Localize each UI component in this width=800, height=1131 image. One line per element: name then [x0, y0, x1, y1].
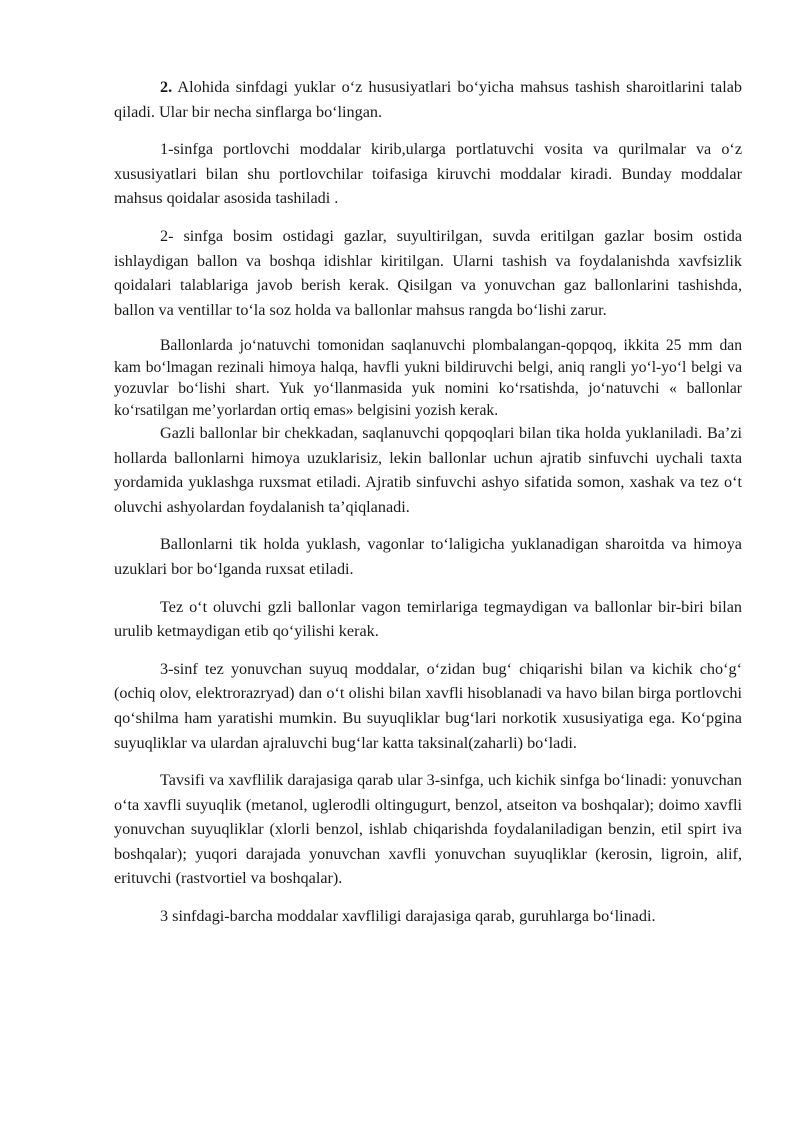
- paragraph-class-3: 3-sinf tez yonuvchan suyuq moddalar, o‘zidan bug‘ chiqarishi bilan va kichik cho‘g‘ (ochiq olov, elektrorazryad) dan o‘t olishi bilan xavfli hisoblanadi va havo bilan birga portlovchi qo‘shilma ham yaratishi mumkin. Bu suyuqliklar bug‘lari norkotik xususiyatiga ega. Ko‘pgina suyuqliklar va ulardan ajraluvchi bug‘lar katta taksinal(zaharli) bo‘ladi.: [114, 659, 742, 752]
- document-page: [114, 75, 742, 942]
- paragraph-class-3-groups: 3 sinfdagi-barcha moddalar xavfliligi darajasiga qarab, guruhlarga bo‘linadi.: [160, 907, 656, 926]
- paragraph-ballon-loading: Gazli ballonlar bir chekkadan, saqlanuvchi qopqoqlari bilan tika holda yuklaniladi. Ba’zi hollarda ballonlarni himoya uzuklarisiz, lekin ballonlar uchun ajratib sinfuvchi uychali taxta yordamida yuklashga ruxsmat etiladi. Ajratib sinfuvchi ashyo sifatida somon, xashak va tez o‘t oluvchi ashyolardan foydalanish ta’qiqlanadi.: [114, 423, 742, 516]
- paragraph-vertical-loading: Ballonlarni tik holda yuklash, vagonlar to‘laligicha yuklanadigan sharoitda va himoya uzuklari bor bo‘lganda ruxsat etiladi.: [114, 535, 742, 578]
- paragraph-class-intro: [114, 75, 742, 124]
- paragraph-class-1: 1-sinfga portlovchi moddalar kirib,ularga portlatuvchi vosita va qurilmalar va o‘z xususiyatlari bilan shu portlovchilar toifasiga kiruvchi moddalar kiradi. Bunday moddalar mahsus qoidalar asosida tashiladi .: [114, 140, 742, 208]
- paragraph-text: Alohida sinfdagi yuklar o‘z hususiyatlari bo‘yicha mahsus tashish sharoitlarini talab qiladi. Ular bir necha sinflarga bo‘lingan.: [114, 78, 742, 121]
- paragraph-flammable-ballons: Tez o‘t oluvchi gzli ballonlar vagon temirlariga tegmaydigan va ballonlar bir-biri bilan urulib ketmaydigan etib qo‘yilishi kerak.: [114, 597, 742, 641]
- section-number: 2.: [160, 78, 173, 96]
- paragraph-class-2: 2- sinfga bosim ostidagi gazlar, suyultirilgan, suvda eritilgan gazlar bosim ostida ishlaydigan ballon va boshqa idishlar kiritilgan. Ularni tashish va foydalanishda xavfsizlik qoidalari talablariga javob berish kerak. Qisilgan va yonuvchan gaz ballonlarini tashishda, ballon va ventillar to‘la soz holda va ballonlar mahsus rangda bo‘lishi zarur.: [114, 226, 742, 319]
- paragraph-class-3-subclasses: Tavsifi va xavflilik darajasiga qarab ular 3-sinfga, uch kichik sinfga bo‘linadi: yonuvchan o‘ta xavfli suyuqlik (metanol, uglerodli oltingugurt, benzol, atseiton va boshqalar); doimo xavfli yonuvchan suyuqliklar (xlorli benzol, ishlab chiqarishda foydalaniladigan benzin, etil spirt iva boshqalar); yuqori darajada yonuvchan xavfli yonuvchan suyuqliklar (kerosin, ligroin, alif, erituvchi (rastvortiel va boshqalar).: [114, 771, 742, 888]
- paragraph-ballon-markings: Ballonlarda jo‘natuvchi tomonidan saqlanuvchi plombalangan-qopqoq, ikkita 25 mm dan kam bo‘lmagan rezinali himoya halqa, havfli yukni bildiruvchi belgi, aniq rangli yo‘l-yo‘l belgi va yozuvlar bo‘lishi shart. Yuk yo‘llanmasida yuk nomini ko‘rsatishda, jo‘natuvchi « ballonlar ko‘rsatilgan me’yorlardan ortiq emas» belgisini yozish kerak.: [114, 337, 742, 419]
